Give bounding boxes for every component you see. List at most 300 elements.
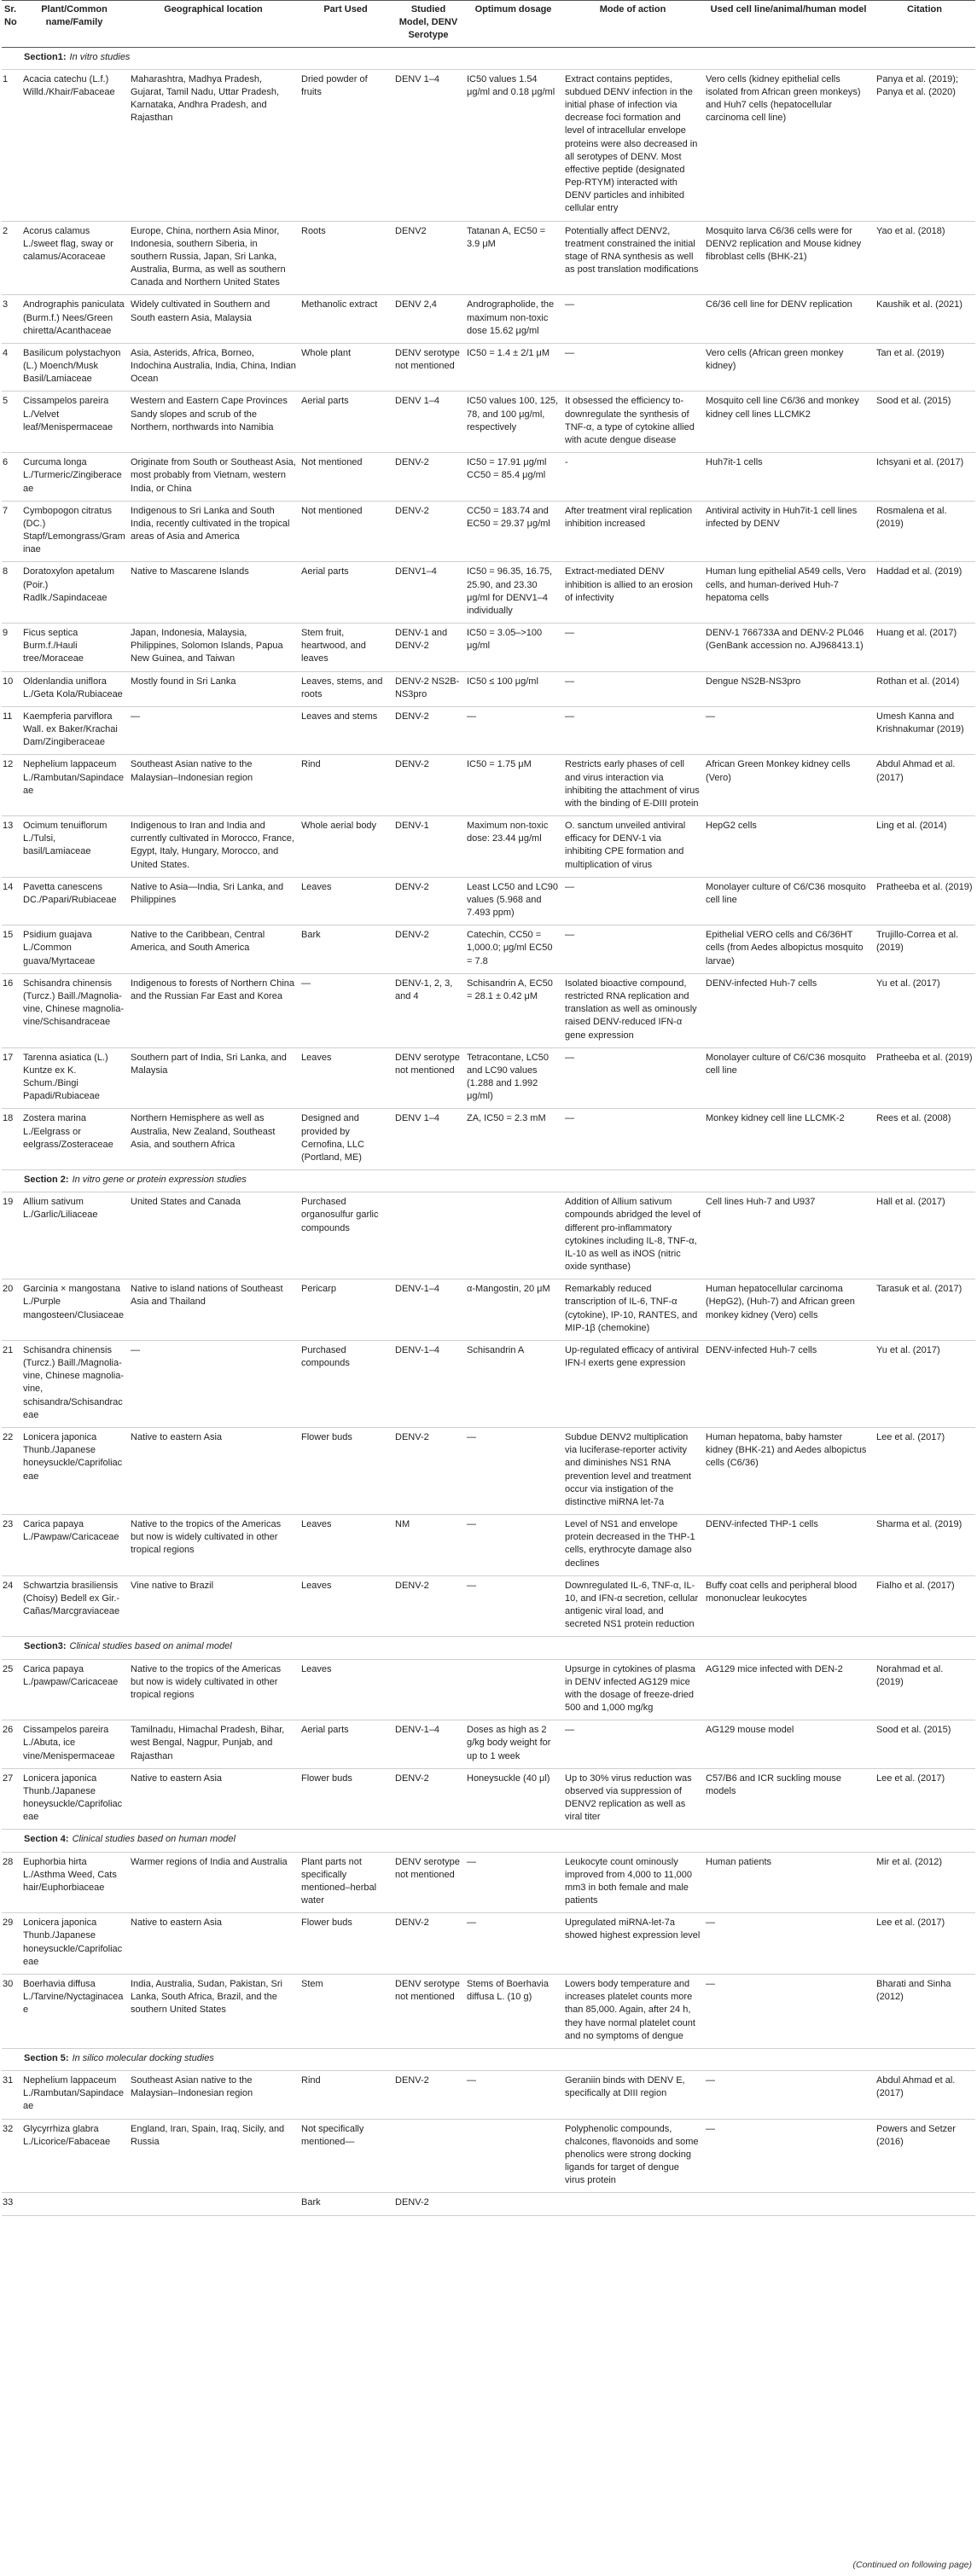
model-cell: DENV-1–4 xyxy=(393,1279,464,1341)
geo-cell: Widely cultivated in Southern and South eastern Asia, Malaysia xyxy=(128,295,299,344)
table-body xyxy=(2,47,975,2215)
table-row xyxy=(2,1975,975,2049)
section-heading xyxy=(2,1830,975,1852)
section-heading xyxy=(2,47,975,69)
sr-no-cell: 17 xyxy=(2,1047,20,1109)
model-cell xyxy=(393,1192,464,1279)
dosage-cell: IC50 values 100, 125, 78, and 100 μg/ml, respectively xyxy=(464,392,562,453)
dosage-cell: — xyxy=(464,706,562,755)
action-cell: — xyxy=(562,925,703,974)
dosage-cell: — xyxy=(464,2071,562,2120)
model-cell: DENV-2 xyxy=(393,2193,464,2215)
model-cell xyxy=(393,2119,464,2193)
part-cell: Rind xyxy=(299,2071,393,2120)
part-cell: Stem fruit, heartwood, and leaves xyxy=(299,624,393,672)
geo-cell: Asia, Asterids, Africa, Borneo, Indochina Australia, India, China, Indian Ocean xyxy=(128,343,299,392)
dosage-cell: IC50 = 1.4 ± 2/1 μM xyxy=(464,343,562,392)
sr-no-cell: 23 xyxy=(2,1515,20,1576)
dosage-cell: — xyxy=(464,1427,562,1514)
cell-line-cell: Human hepatocellular carcinoma (HepG2), (Huh-7) and African green monkey kidney (Vero) cells xyxy=(703,1279,874,1341)
section-row xyxy=(2,1637,975,1659)
section-label: Section 4: xyxy=(24,1834,69,1845)
geo-cell: Native to eastern Asia xyxy=(128,1768,299,1830)
citation-cell: Hall et al. (2017) xyxy=(874,1192,975,1279)
section-heading xyxy=(2,1637,975,1659)
action-cell: — xyxy=(562,624,703,672)
part-cell: Bark xyxy=(299,925,393,974)
table-row xyxy=(2,1720,975,1769)
plant-cell: Garcinia × mangostana L./Purple mangosteen/Clusiaceae xyxy=(20,1279,128,1341)
geo-cell: Native to the Caribbean, Central America, and South America xyxy=(128,925,299,974)
header-plant: Plant/Common name/Family xyxy=(20,1,128,48)
table-row xyxy=(2,706,975,755)
sr-no-cell: 18 xyxy=(2,1109,20,1170)
cell-line-cell: African Green Monkey kidney cells (Vero) xyxy=(703,755,874,816)
citation-cell: Yao et al. (2018) xyxy=(874,221,975,295)
table-row xyxy=(2,221,975,295)
citation-cell: Pratheeba et al. (2019) xyxy=(874,877,975,925)
cell-line-cell: Monolayer culture of C6/C36 mosquito cell line xyxy=(703,877,874,925)
part-cell: Aerial parts xyxy=(299,562,393,624)
citation-cell: Fialho et al. (2017) xyxy=(874,1575,975,1637)
citation-cell: Huang et al. (2017) xyxy=(874,624,975,672)
action-cell: Potentially affect DENV2, treatment constrained the initial stage of RNA synthesis as well as post translation modifications xyxy=(562,221,703,295)
model-cell: DENV-2 xyxy=(393,755,464,816)
sr-no-cell: 4 xyxy=(2,343,20,392)
part-cell: Purchased organosulfur garlic compounds xyxy=(299,1192,393,1279)
citation-cell: Pratheeba et al. (2019) xyxy=(874,1047,975,1109)
section-row xyxy=(2,1830,975,1852)
citation-cell: Lee et al. (2017) xyxy=(874,1427,975,1514)
sr-no-cell: 32 xyxy=(2,2119,20,2193)
sr-no-cell: 27 xyxy=(2,1768,20,1830)
geo-cell: — xyxy=(128,706,299,755)
model-cell: DENV-2 xyxy=(393,1427,464,1514)
herbal-dengue-table xyxy=(2,0,975,2216)
citation-cell: Haddad et al. (2019) xyxy=(874,562,975,624)
cell-line-cell: Vero cells (African green monkey kidney) xyxy=(703,343,874,392)
geo-cell: Native to eastern Asia xyxy=(128,1427,299,1514)
sr-no-cell: 21 xyxy=(2,1340,20,1427)
cell-line-cell xyxy=(703,2193,874,2215)
sr-no-cell: 19 xyxy=(2,1192,20,1279)
sr-no-cell: 12 xyxy=(2,755,20,816)
dosage-cell: Andrographolide, the maximum non-toxic dose 15.62 μg/ml xyxy=(464,295,562,344)
model-cell: DENV-2 xyxy=(393,1575,464,1637)
action-cell: — xyxy=(562,295,703,344)
citation-cell: Powers and Setzer (2016) xyxy=(874,2119,975,2193)
citation-cell: Lee et al. (2017) xyxy=(874,1768,975,1830)
sr-no-cell: 26 xyxy=(2,1720,20,1769)
plant-cell: Lonicera japonica Thunb./Japanese honeysuckle/Caprifoliaceae xyxy=(20,1427,128,1514)
dosage-cell xyxy=(464,1659,562,1720)
table-row xyxy=(2,69,975,221)
plant-cell: Nephelium lappaceum L./Rambutan/Sapindaceae xyxy=(20,2071,128,2120)
action-cell: After treatment viral replication inhibition increased xyxy=(562,501,703,562)
part-cell: Plant parts not specifically mentioned–herbal water xyxy=(299,1852,393,1913)
part-cell: Leaves, stems, and roots xyxy=(299,671,393,706)
citation-cell: Tan et al. (2019) xyxy=(874,343,975,392)
model-cell: DENV-2 NS2B-NS3pro xyxy=(393,671,464,706)
geo-cell: India, Australia, Sudan, Pakistan, Sri Lanka, South Africa, Brazil, and the southern United States xyxy=(128,1975,299,2049)
model-cell: DENV-2 xyxy=(393,877,464,925)
section-title: Clinical studies based on human model xyxy=(72,1834,236,1845)
geo-cell: Northern Hemisphere as well as Australia, New Zealand, Southeast Asia, and southern Africa xyxy=(128,1109,299,1170)
citation-cell xyxy=(874,2193,975,2215)
cell-line-cell: C57/B6 and ICR suckling mouse models xyxy=(703,1768,874,1830)
citation-cell: Rothan et al. (2014) xyxy=(874,671,975,706)
model-cell: DENV-1–4 xyxy=(393,1720,464,1769)
action-cell xyxy=(562,2193,703,2215)
section-title: In vitro gene or protein expression studies xyxy=(72,1175,247,1186)
cell-line-cell: Huh7it-1 cells xyxy=(703,453,874,502)
plant-cell: Tarenna asiatica (L.) Kuntze ex K. Schum./Bingi Papadi/Rubiaceae xyxy=(20,1047,128,1109)
geo-cell: Tamilnadu, Himachal Pradesh, Bihar, west Bengal, Nagpur, Punjab, and Rajasthan xyxy=(128,1720,299,1769)
model-cell: DENV-2 xyxy=(393,2071,464,2120)
part-cell: Leaves xyxy=(299,1659,393,1720)
geo-cell: — xyxy=(128,1340,299,1427)
plant-cell: Pavetta canescens DC./Papari/Rubiaceae xyxy=(20,877,128,925)
citation-cell: Panya et al. (2019); Panya et al. (2020) xyxy=(874,69,975,221)
action-cell: Remarkably reduced transcription of IL-6, TNF-α (cytokine), IP-10, RANTES, and MIP-1β (chemokine) xyxy=(562,1279,703,1341)
dosage-cell: IC50 = 1.75 μM xyxy=(464,755,562,816)
citation-cell: Kaushik et al. (2021) xyxy=(874,295,975,344)
geo-cell: United States and Canada xyxy=(128,1192,299,1279)
cell-line-cell: Monolayer culture of C6/C36 mosquito cell line xyxy=(703,1047,874,1109)
cell-line-cell: — xyxy=(703,1975,874,2049)
geo-cell: England, Iran, Spain, Iraq, Sicily, and Russia xyxy=(128,2119,299,2193)
cell-line-cell: Epithelial VERO cells and C6/36HT cells (from Aedes albopictus mosquito larvae) xyxy=(703,925,874,974)
cell-line-cell: AG129 mouse model xyxy=(703,1720,874,1769)
action-cell: Up to 30% virus reduction was observed via suppression of DENV2 replication as well as viral titer xyxy=(562,1768,703,1830)
cell-line-cell: Buffy coat cells and peripheral blood mononuclear leukocytes xyxy=(703,1575,874,1637)
section-heading xyxy=(2,2048,975,2070)
dosage-cell: — xyxy=(464,1852,562,1913)
plant-cell: Cissampelos pareira L./Velvet leaf/Menispermaceae xyxy=(20,392,128,453)
cell-line-cell: — xyxy=(703,2119,874,2193)
section-heading xyxy=(2,1170,975,1192)
dosage-cell: IC50 = 3.05–>100 μg/ml xyxy=(464,624,562,672)
action-cell: Geraniin binds with DENV E, specifically at DIII region xyxy=(562,2071,703,2120)
citation-cell: Sharma et al. (2019) xyxy=(874,1515,975,1576)
geo-cell: Warmer regions of India and Australia xyxy=(128,1852,299,1913)
cell-line-cell: C6/36 cell line for DENV replication xyxy=(703,295,874,344)
plant-cell: Kaempferia parviflora Wall. ex Baker/Krachai Dam/Zingiberaceae xyxy=(20,706,128,755)
model-cell: DENV-1 and DENV-2 xyxy=(393,624,464,672)
dosage-cell: Honeysuckle (40 μl) xyxy=(464,1768,562,1830)
action-cell: — xyxy=(562,1720,703,1769)
header-action: Mode of action xyxy=(562,1,703,48)
part-cell: Not specifically mentioned— xyxy=(299,2119,393,2193)
header-geo: Geographical location xyxy=(128,1,299,48)
sr-no-cell: 31 xyxy=(2,2071,20,2120)
sr-no-cell: 25 xyxy=(2,1659,20,1720)
action-cell: Polyphenolic compounds, chalcones, flavonoids and some phenolics were strong docking ligands for target of dengue virus protein xyxy=(562,2119,703,2193)
model-cell xyxy=(393,1659,464,1720)
action-cell: Subdue DENV2 multiplication via luciferase-reporter activity and diminishes NS1 RNA prevention level and treatment occur via instigation of the distinctive miRNA let-7a xyxy=(562,1427,703,1514)
action-cell: — xyxy=(562,1047,703,1109)
citation-cell: Ichsyani et al. (2017) xyxy=(874,453,975,502)
dosage-cell: Catechin, CC50 = 1,000.0; μg/ml EC50 = 7.8 xyxy=(464,925,562,974)
dosage-cell: Maximum non-toxic dose: 23.44 μg/ml xyxy=(464,816,562,878)
sr-no-cell: 33 xyxy=(2,2193,20,2215)
table-row xyxy=(2,295,975,344)
table-row xyxy=(2,1047,975,1109)
geo-cell: Japan, Indonesia, Malaysia, Philippines, Solomon Islands, Papua New Guinea, and Taiwan xyxy=(128,624,299,672)
cell-line-cell: Human lung epithelial A549 cells, Vero cells, and human-derived Huh-7 hepatoma cells xyxy=(703,562,874,624)
geo-cell: Western and Eastern Cape Provinces Sandy slopes and scrub of the Northern, northwards into Namibia xyxy=(128,392,299,453)
table-row xyxy=(2,2071,975,2120)
plant-cell: Nephelium lappaceum L./Rambutan/Sapindaceae xyxy=(20,755,128,816)
table-row xyxy=(2,1109,975,1170)
geo-cell: Native to eastern Asia xyxy=(128,1913,299,1975)
sr-no-cell: 6 xyxy=(2,453,20,502)
citation-cell: Lee et al. (2017) xyxy=(874,1913,975,1975)
citation-cell: Yu et al. (2017) xyxy=(874,973,975,1047)
dosage-cell: Schisandrin A xyxy=(464,1340,562,1427)
section-row xyxy=(2,2048,975,2070)
dosage-cell: IC50 = 17.91 μg/ml CC50 = 85.4 μg/ml xyxy=(464,453,562,502)
section-title: In vitro studies xyxy=(69,51,131,62)
action-cell: It obsessed the efficiency to-downregulate the synthesis of TNF-α, a type of cytokine allied with acute dengue disease xyxy=(562,392,703,453)
part-cell: Pericarp xyxy=(299,1279,393,1341)
cell-line-cell: — xyxy=(703,706,874,755)
citation-cell: Norahmad et al. (2019) xyxy=(874,1659,975,1720)
action-cell: Isolated bioactive compound, restricted RNA replication and translation as well as ominously raised DENV-reduced IFN-α gene expression xyxy=(562,973,703,1047)
dosage-cell: Stems of Boerhavia diffusa L. (10 g) xyxy=(464,1975,562,2049)
part-cell: Leaves xyxy=(299,877,393,925)
sr-no-cell: 24 xyxy=(2,1575,20,1637)
dosage-cell: Tetracontane, LC50 and LC90 values (1.288 and 1.992 μg/ml) xyxy=(464,1047,562,1109)
header-sr-no: Sr. No xyxy=(2,1,20,48)
table-row xyxy=(2,877,975,925)
sr-no-cell: 29 xyxy=(2,1913,20,1975)
plant-cell: Acorus calamus L./sweet flag, sway or calamus/Acoraceae xyxy=(20,221,128,295)
geo-cell: Europe, China, northern Asia Minor, Indonesia, southern Siberia, in southern Russia, Japan, Sri Lanka, Australia, Burma, as well as southern Canada and Northern United States xyxy=(128,221,299,295)
cell-line-cell: Dengue NS2B-NS3pro xyxy=(703,671,874,706)
dosage-cell: IC50 ≤ 100 μg/ml xyxy=(464,671,562,706)
model-cell: DENV serotype not mentioned xyxy=(393,343,464,392)
plant-cell: Allium sativum L./Garlic/Liliaceae xyxy=(20,1192,128,1279)
sr-no-cell: 8 xyxy=(2,562,20,624)
citation-cell: Abdul Ahmad et al. (2017) xyxy=(874,2071,975,2120)
action-cell: — xyxy=(562,877,703,925)
section-row xyxy=(2,1170,975,1192)
plant-cell: Lonicera japonica Thunb./Japanese honeysuckle/Caprifoliaceae xyxy=(20,1768,128,1830)
dosage-cell xyxy=(464,2119,562,2193)
dosage-cell xyxy=(464,1192,562,1279)
action-cell: — xyxy=(562,1109,703,1170)
action-cell: Upsurge in cytokines of plasma in DENV infected AG129 mice with the dosage of freeze-dried 500 and 1,000 mg/kg xyxy=(562,1659,703,1720)
action-cell: — xyxy=(562,671,703,706)
dosage-cell: ZA, IC50 = 2.3 mM xyxy=(464,1109,562,1170)
table-row xyxy=(2,671,975,706)
table-row xyxy=(2,755,975,816)
table-row xyxy=(2,1427,975,1514)
action-cell: Restricts early phases of cell and virus interaction via inhibiting the attachment of virus with the binding of E-DIII protein xyxy=(562,755,703,816)
model-cell: NM xyxy=(393,1515,464,1576)
cell-line-cell: DENV-infected THP-1 cells xyxy=(703,1515,874,1576)
plant-cell: Ficus septica Burm.f./Hauli tree/Moraceae xyxy=(20,624,128,672)
table-row xyxy=(2,816,975,878)
plant-cell xyxy=(20,2193,128,2215)
sr-no-cell: 2 xyxy=(2,221,20,295)
cell-line-cell: Mosquito larva C6/36 cells were for DENV2 replication and Mouse kidney fibroblast cells (BHK-21) xyxy=(703,221,874,295)
part-cell: — xyxy=(299,973,393,1047)
header-dose: Optimum dosage xyxy=(464,1,562,48)
geo-cell: Native to island nations of Southeast Asia and Thailand xyxy=(128,1279,299,1341)
plant-cell: Lonicera japonica Thunb./Japanese honeysuckle/Caprifoliaceae xyxy=(20,1913,128,1975)
plant-cell: Ocimum tenuiflorum L./Tulsi, basil/Lamiaceae xyxy=(20,816,128,878)
part-cell: Methanolic extract xyxy=(299,295,393,344)
sr-no-cell: 16 xyxy=(2,973,20,1047)
plant-cell: Zostera marina L./Eelgrass or eelgrass/Zosteraceae xyxy=(20,1109,128,1170)
section-row xyxy=(2,47,975,69)
action-cell: Extract-mediated DENV inhibition is allied to an erosion of infectivity xyxy=(562,562,703,624)
sr-no-cell: 3 xyxy=(2,295,20,344)
citation-cell: Sood et al. (2015) xyxy=(874,1720,975,1769)
dosage-cell: — xyxy=(464,1913,562,1975)
cell-line-cell: Cell lines Huh-7 and U937 xyxy=(703,1192,874,1279)
dosage-cell: — xyxy=(464,1575,562,1637)
header-model: Studied Model, DENV Serotype xyxy=(393,1,464,48)
part-cell: Whole plant xyxy=(299,343,393,392)
model-cell: DENV serotype not mentioned xyxy=(393,1975,464,2049)
cell-line-cell: DENV-infected Huh-7 cells xyxy=(703,973,874,1047)
geo-cell: Originate from South or Southeast Asia, most probably from Vietnam, western India, or China xyxy=(128,453,299,502)
cell-line-cell: HepG2 cells xyxy=(703,816,874,878)
dosage-cell xyxy=(464,2193,562,2215)
table-row xyxy=(2,562,975,624)
model-cell: DENV-1–4 xyxy=(393,1340,464,1427)
geo-cell: Native to the tropics of the Americas but now is widely cultivated in other tropical regions xyxy=(128,1659,299,1720)
sr-no-cell: 1 xyxy=(2,69,20,221)
geo-cell: Indigenous to forests of Northern China and the Russian Far East and Korea xyxy=(128,973,299,1047)
citation-cell: Rees et al. (2008) xyxy=(874,1109,975,1170)
dosage-cell: Tatanan A, EC50 = 3.9 μM xyxy=(464,221,562,295)
plant-cell: Schwartzia brasiliensis (Choisy) Bedell ex Gir.-Cañas/Marcgraviaceae xyxy=(20,1575,128,1637)
dosage-cell: IC50 values 1.54 μg/ml and 0.18 μg/ml xyxy=(464,69,562,221)
action-cell: Addition of Allium sativum compounds abridged the level of different pro-inflammatory cytokines including IL-8, TNF-α, IL-10 as well as iNOS (nitric oxide synthase) xyxy=(562,1192,703,1279)
plant-cell: Glycyrrhiza glabra L./Licorice/Fabaceae xyxy=(20,2119,128,2193)
section-label: Section1: xyxy=(24,51,67,62)
sr-no-cell: 13 xyxy=(2,816,20,878)
part-cell: Leaves xyxy=(299,1047,393,1109)
cell-line-cell: Human hepatoma, baby hamster kidney (BHK-21) and Aedes albopictus cells (C6/36) xyxy=(703,1427,874,1514)
table-row xyxy=(2,501,975,562)
geo-cell: Maharashtra, Madhya Pradesh, Gujarat, Tamil Nadu, Uttar Pradesh, Karnataka, Andhra Pradesh, and Rajasthan xyxy=(128,69,299,221)
model-cell: DENV-2 xyxy=(393,453,464,502)
cell-line-cell: Antiviral activity in Huh7it-1 cell lines infected by DENV xyxy=(703,501,874,562)
model-cell: DENV-1 xyxy=(393,816,464,878)
action-cell: Extract contains peptides, subdued DENV infection in the initial phase of infection via decrease foci formation and level of intracellular envelope proteins were also decreased in all serotypes of DENV. Most effective peptide (designated Pep-RTYM) interacted with DENV particles and inhibited cellular entry xyxy=(562,69,703,221)
table-row xyxy=(2,1659,975,1720)
plant-cell: Andrographis paniculata (Burm.f.) Nees/Green chiretta/Acanthaceae xyxy=(20,295,128,344)
sr-no-cell: 20 xyxy=(2,1279,20,1341)
part-cell: Leaves and stems xyxy=(299,706,393,755)
part-cell: Stem xyxy=(299,1975,393,2049)
table-row xyxy=(2,1913,975,1975)
action-cell: Lowers body temperature and increases platelet counts more than 85,000. Again, after 24 h, they have normal platelet count and no symptoms of dengue xyxy=(562,1975,703,2049)
table-row xyxy=(2,1340,975,1427)
sr-no-cell: 14 xyxy=(2,877,20,925)
geo-cell: Native to Asia—India, Sri Lanka, and Philippines xyxy=(128,877,299,925)
dosage-cell: CC50 = 183.74 and EC50 = 29.37 μg/ml xyxy=(464,501,562,562)
table-row xyxy=(2,453,975,502)
model-cell: DENV 1–4 xyxy=(393,392,464,453)
part-cell: Purchased compounds xyxy=(299,1340,393,1427)
citation-cell: Umesh Kanna and Krishnakumar (2019) xyxy=(874,706,975,755)
model-cell: DENV serotype not mentioned xyxy=(393,1047,464,1109)
table-row xyxy=(2,1575,975,1637)
cell-line-cell: Vero cells (kidney epithelial cells isolated from African green monkeys) and Huh7 cells (hepatocellular carcinoma cell line) xyxy=(703,69,874,221)
cell-line-cell: — xyxy=(703,1913,874,1975)
citation-cell: Mir et al. (2012) xyxy=(874,1852,975,1913)
dosage-cell: — xyxy=(464,1515,562,1576)
model-cell: DENV-2 xyxy=(393,706,464,755)
model-cell: DENV2 xyxy=(393,221,464,295)
action-cell: — xyxy=(562,343,703,392)
part-cell: Not mentioned xyxy=(299,501,393,562)
plant-cell: Basilicum polystachyon (L.) Moench/Musk Basil/Lamiaceae xyxy=(20,343,128,392)
header-citation: Citation xyxy=(874,1,975,48)
action-cell: Upregulated miRNA-let-7a showed highest expression level xyxy=(562,1913,703,1975)
table-row xyxy=(2,343,975,392)
citation-cell: Bharati and Sinha (2012) xyxy=(874,1975,975,2049)
geo-cell: Mostly found in Sri Lanka xyxy=(128,671,299,706)
table-row xyxy=(2,925,975,974)
section-label: Section3: xyxy=(24,1641,67,1652)
part-cell: Aerial parts xyxy=(299,392,393,453)
sr-no-cell: 7 xyxy=(2,501,20,562)
model-cell: DENV-2 xyxy=(393,501,464,562)
plant-cell: Schisandra chinensis (Turcz.) Baill./Magnolia-vine, Chinese magnolia-vine/Schisandraceae xyxy=(20,973,128,1047)
part-cell: Aerial parts xyxy=(299,1720,393,1769)
cell-line-cell: AG129 mice infected with DEN-2 xyxy=(703,1659,874,1720)
plant-cell: Psidium guajava L./Common guava/Myrtaceae xyxy=(20,925,128,974)
model-cell: DENV 2,4 xyxy=(393,295,464,344)
sr-no-cell: 28 xyxy=(2,1852,20,1913)
sr-no-cell: 5 xyxy=(2,392,20,453)
citation-cell: Rosmalena et al. (2019) xyxy=(874,501,975,562)
table-row xyxy=(2,2193,975,2215)
dosage-cell: Schisandrin A, EC50 = 28.1 ± 0.42 μM xyxy=(464,973,562,1047)
geo-cell: Southern part of India, Sri Lanka, and Malaysia xyxy=(128,1047,299,1109)
action-cell: — xyxy=(562,706,703,755)
model-cell: DENV-2 xyxy=(393,925,464,974)
table-row xyxy=(2,1768,975,1830)
geo-cell: Native to Mascarene Islands xyxy=(128,562,299,624)
citation-cell: Abdul Ahmad et al. (2017) xyxy=(874,755,975,816)
sr-no-cell: 10 xyxy=(2,671,20,706)
action-cell: Downregulated IL-6, TNF-α, IL-10, and IFN-α secretion, cellular antigenic viral load, and secreted NS1 protein reduction xyxy=(562,1575,703,1637)
model-cell: DENV 1–4 xyxy=(393,1109,464,1170)
part-cell: Dried powder of fruits xyxy=(299,69,393,221)
table-row xyxy=(2,392,975,453)
section-label: Section 5: xyxy=(24,2052,69,2063)
sr-no-cell: 9 xyxy=(2,624,20,672)
part-cell: Leaves xyxy=(299,1575,393,1637)
section-title: In silico molecular docking studies xyxy=(72,2052,214,2063)
cell-line-cell: DENV-infected Huh-7 cells xyxy=(703,1340,874,1427)
geo-cell: Southeast Asian native to the Malaysian–Indonesian region xyxy=(128,755,299,816)
citation-cell: Sood et al. (2015) xyxy=(874,392,975,453)
section-title: Clinical studies based on animal model xyxy=(69,1641,232,1652)
model-cell: DENV serotype not mentioned xyxy=(393,1852,464,1913)
plant-cell: Cymbopogon citratus (DC.) Stapf/Lemongrass/Graminae xyxy=(20,501,128,562)
table-row xyxy=(2,973,975,1047)
cell-line-cell: — xyxy=(703,2071,874,2120)
